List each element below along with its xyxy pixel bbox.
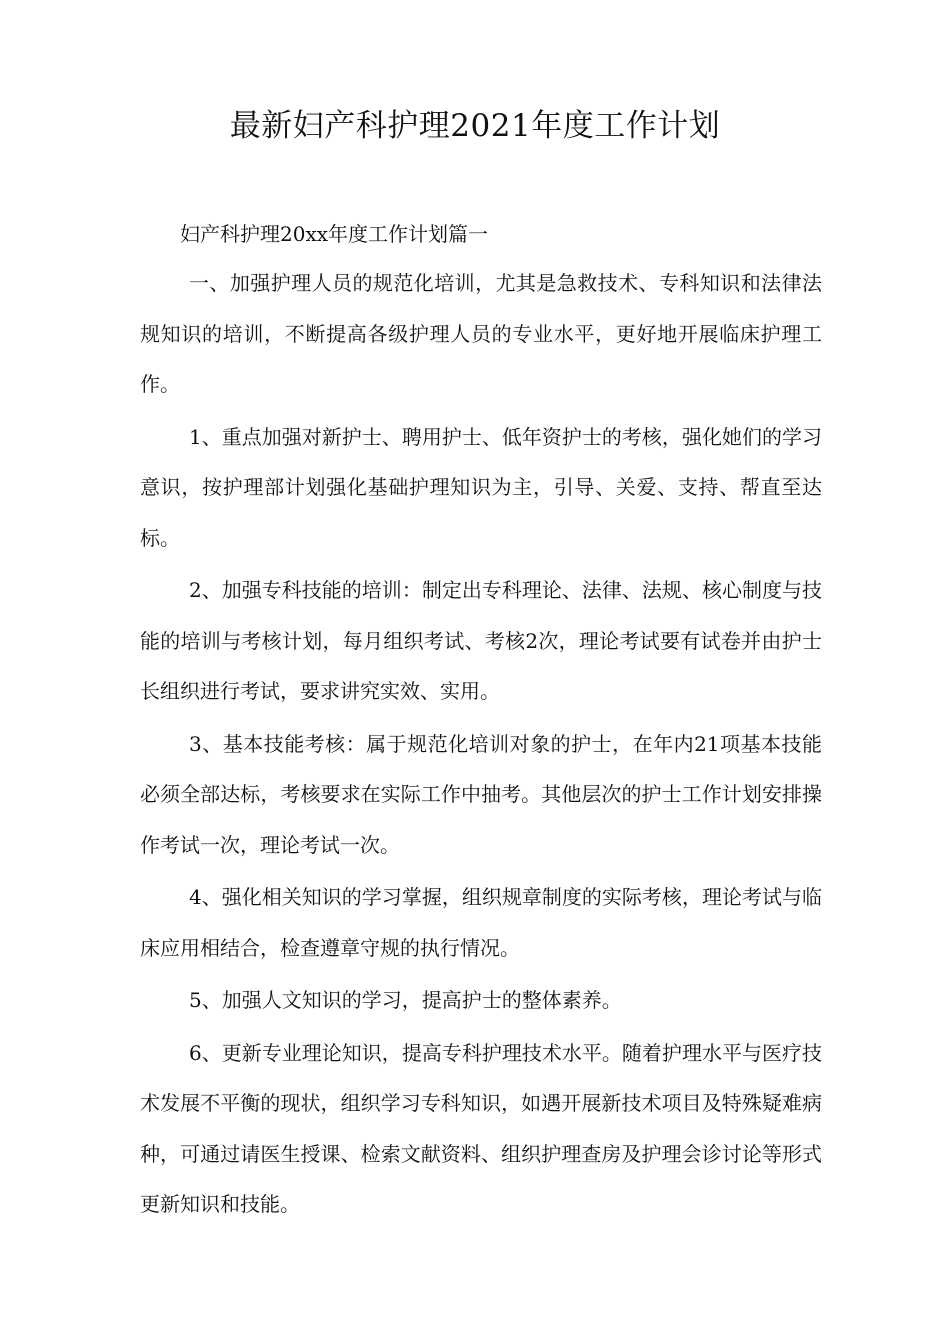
paragraph-item-2: 2、加强专科技能的培训：制定出专科理论、法律、法规、核心制度与技能的培训与考核计划，每月组织考试、考核2次，理论考试要有试卷并由护士长组织进行考试，要求讲究实效、实用。 bbox=[140, 578, 822, 703]
paragraph-item-3: 3、基本技能考核：属于规范化培训对象的护士，在年内21项基本技能必须全部达标，考核要求在实际工作中抽考。其他层次的护士工作计划安排操作考试一次，理论考试一次。 bbox=[140, 731, 822, 857]
paragraph-item-1: 1、重点加强对新护士、聘用护士、低年资护士的考核，强化她们的学习意识，按护理部计划强化基础护理知识为主，引导、关爱、支持、帮直至达标。 bbox=[140, 424, 822, 550]
document-title: 最新妇产科护理2021年度工作计划 bbox=[229, 108, 721, 144]
document-body bbox=[140, 258, 822, 1232]
paragraph-training-overview: 一、加强护理人员的规范化培训，尤其是急救技术、专科知识和法律法规知识的培训，不断提高各级护理人员的专业水平，更好地开展临床护理工作。 bbox=[140, 271, 822, 396]
paragraph-item-4: 4、强化相关知识的学习掌握，组织规章制度的实际考核，理论考试与临床应用相结合，检查遵章守规的执行情况。 bbox=[140, 885, 822, 960]
section-heading: 妇产科护理20xx年度工作计划篇一 bbox=[180, 222, 489, 246]
paragraph-item-6: 6、更新专业理论知识，提高专科护理技术水平。随着护理水平与医疗技术发展不平衡的现状，组织学习专科知识，如遇开展新技术项目及特殊疑难病种，可通过请医生授课、检索文献资料、组织护理查房及护理会诊讨论等形式更新知识和技能。 bbox=[140, 1040, 822, 1216]
paragraph-item-5: 5、加强人文知识的学习，提高护士的整体素养。 bbox=[189, 988, 622, 1012]
